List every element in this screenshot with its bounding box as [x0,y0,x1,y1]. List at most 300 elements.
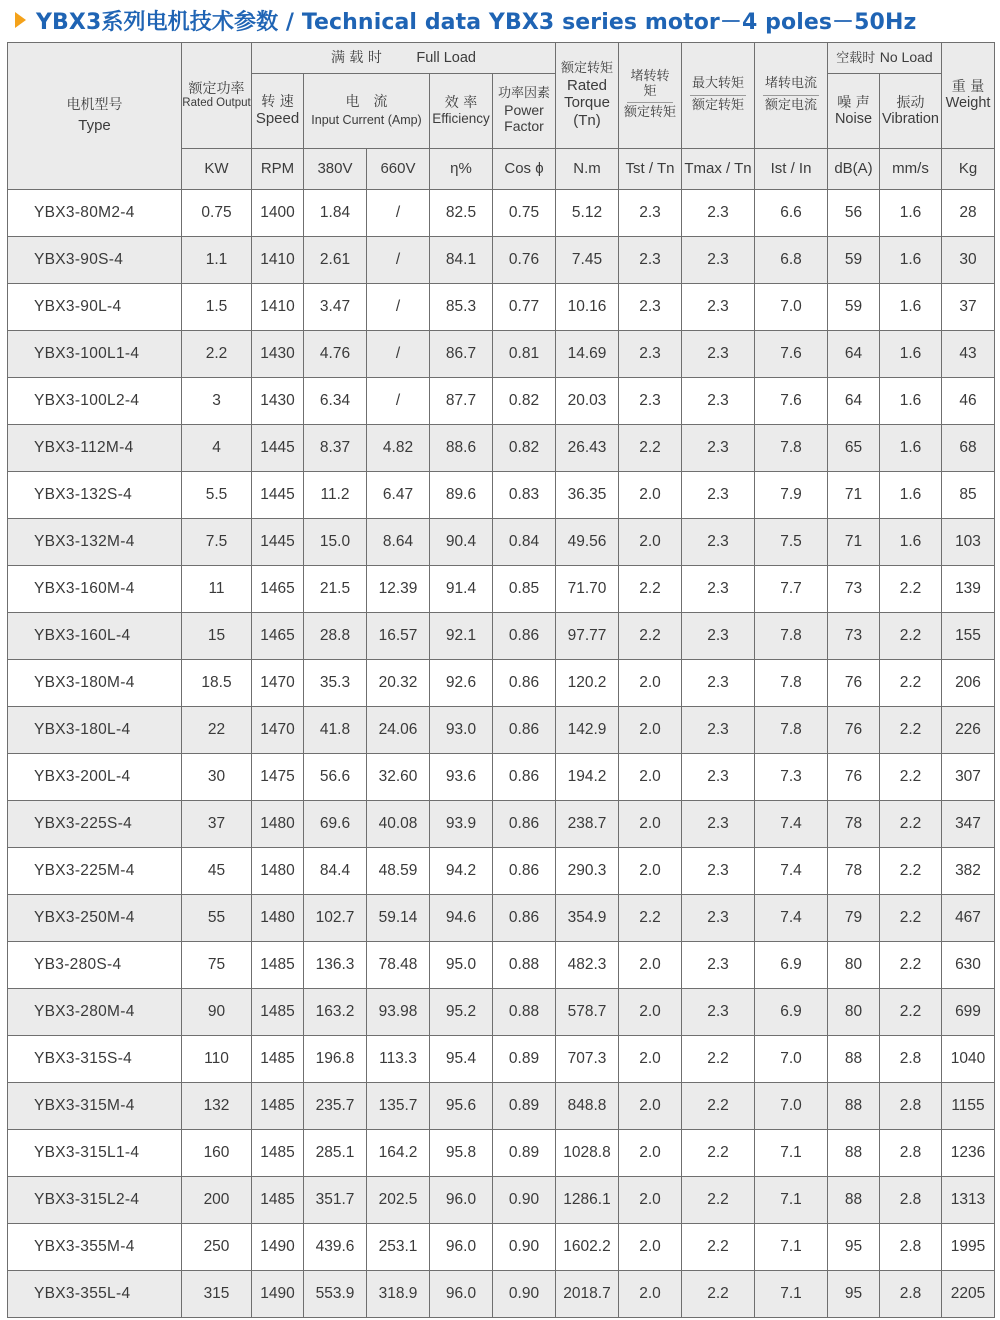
unit-tmax-tn: Tmax / Tn [682,149,755,190]
cell-rated-torque: 20.03 [556,378,619,425]
cell-rated-output: 15 [182,613,252,660]
cell-weight: 1313 [942,1177,995,1224]
cell-rated-output: 90 [182,989,252,1036]
cell-noise: 59 [828,237,880,284]
cell-rated-output: 1.1 [182,237,252,284]
cell-rated-torque: 97.77 [556,613,619,660]
cell-speed: 1480 [252,801,304,848]
cell-current-660v: 8.64 [367,519,430,566]
cell-efficiency: 95.2 [430,989,493,1036]
cell-locked-current-ratio: 7.6 [755,378,828,425]
cell-locked-current-ratio: 6.6 [755,190,828,237]
cell-vibration: 2.8 [880,1130,942,1177]
cell-power-factor: 0.86 [493,895,556,942]
cell-speed: 1485 [252,1036,304,1083]
cell-vibration: 2.8 [880,1271,942,1318]
cell-current-660v: / [367,284,430,331]
cell-weight: 467 [942,895,995,942]
cell-current-380v: 196.8 [304,1036,367,1083]
cell-efficiency: 85.3 [430,284,493,331]
cell-type: YBX3-180M-4 [8,660,182,707]
cell-max-torque-ratio: 2.3 [682,989,755,1036]
cell-vibration: 2.8 [880,1036,942,1083]
cell-efficiency: 93.9 [430,801,493,848]
cell-power-factor: 0.82 [493,425,556,472]
cell-current-380v: 11.2 [304,472,367,519]
table-row [8,378,995,425]
cell-vibration: 2.2 [880,707,942,754]
cell-type: YBX3-315S-4 [8,1036,182,1083]
table-row [8,284,995,331]
cell-current-660v: / [367,190,430,237]
cell-rated-torque: 354.9 [556,895,619,942]
unit-kg: Kg [942,149,995,190]
cell-rated-output: 315 [182,1271,252,1318]
header-rated-output: 额定功率 Rated Output [182,43,252,149]
cell-speed: 1465 [252,613,304,660]
table-row [8,190,995,237]
cell-rated-torque: 707.3 [556,1036,619,1083]
cell-current-380v: 351.7 [304,1177,367,1224]
cell-rated-output: 45 [182,848,252,895]
cell-locked-current-ratio: 7.5 [755,519,828,566]
table-row [8,1177,995,1224]
cell-speed: 1480 [252,848,304,895]
cell-efficiency: 96.0 [430,1177,493,1224]
cell-locked-torque-ratio: 2.3 [619,378,682,425]
cell-power-factor: 0.86 [493,707,556,754]
cell-noise: 71 [828,472,880,519]
cell-locked-torque-ratio: 2.0 [619,848,682,895]
table-header [8,43,995,190]
cell-power-factor: 0.76 [493,237,556,284]
cell-speed: 1410 [252,237,304,284]
cell-locked-torque-ratio: 2.0 [619,472,682,519]
cell-locked-current-ratio: 6.8 [755,237,828,284]
cell-rated-output: 2.2 [182,331,252,378]
cell-rated-output: 160 [182,1130,252,1177]
cell-max-torque-ratio: 2.2 [682,1130,755,1177]
cell-type: YBX3-355L-4 [8,1271,182,1318]
cell-weight: 30 [942,237,995,284]
cell-rated-torque: 142.9 [556,707,619,754]
cell-max-torque-ratio: 2.3 [682,237,755,284]
cell-current-380v: 439.6 [304,1224,367,1271]
unit-tst-tn: Tst / Tn [619,149,682,190]
cell-weight: 28 [942,190,995,237]
table-row [8,848,995,895]
cell-current-380v: 235.7 [304,1083,367,1130]
triangle-bullet-icon [15,12,26,28]
cell-power-factor: 0.81 [493,331,556,378]
cell-locked-current-ratio: 7.6 [755,331,828,378]
cell-max-torque-ratio: 2.3 [682,566,755,613]
cell-locked-torque-ratio: 2.0 [619,801,682,848]
cell-type: YBX3-80M2-4 [8,190,182,237]
cell-max-torque-ratio: 2.2 [682,1177,755,1224]
cell-noise: 80 [828,989,880,1036]
cell-current-380v: 163.2 [304,989,367,1036]
cell-speed: 1445 [252,425,304,472]
cell-current-660v: 59.14 [367,895,430,942]
cell-type: YBX3-315L1-4 [8,1130,182,1177]
cell-speed: 1430 [252,378,304,425]
cell-current-380v: 285.1 [304,1130,367,1177]
cell-power-factor: 0.89 [493,1130,556,1177]
cell-current-660v: 32.60 [367,754,430,801]
cell-locked-current-ratio: 7.3 [755,754,828,801]
header-no-load: 空载时 No Load [828,43,942,74]
unit-660v: 660V [367,149,430,190]
cell-noise: 73 [828,613,880,660]
cell-locked-current-ratio: 7.0 [755,284,828,331]
table-row [8,519,995,566]
page-title: YBX3系列电机技术参数 / Technical data YBX3 series motor－4 poles－50Hz [36,9,917,35]
table-row [8,707,995,754]
cell-power-factor: 0.90 [493,1271,556,1318]
cell-power-factor: 0.86 [493,848,556,895]
header-weight: 重 量 Weight [942,43,995,149]
header-rated-torque: 额定转矩 Rated Torque (Tn) [556,43,619,149]
cell-max-torque-ratio: 2.3 [682,942,755,989]
cell-noise: 59 [828,284,880,331]
table-body [8,190,995,1318]
cell-weight: 103 [942,519,995,566]
table-row [8,472,995,519]
cell-power-factor: 0.88 [493,989,556,1036]
cell-rated-torque: 238.7 [556,801,619,848]
cell-locked-current-ratio: 7.1 [755,1130,828,1177]
cell-vibration: 2.2 [880,754,942,801]
unit-nm: N.m [556,149,619,190]
header-power-factor: 功率因素 Power Factor [493,74,556,149]
cell-type: YBX3-100L1-4 [8,331,182,378]
cell-max-torque-ratio: 2.3 [682,754,755,801]
cell-current-380v: 1.84 [304,190,367,237]
cell-current-380v: 21.5 [304,566,367,613]
cell-max-torque-ratio: 2.2 [682,1036,755,1083]
cell-power-factor: 0.85 [493,566,556,613]
unit-kw: KW [182,149,252,190]
cell-rated-torque: 36.35 [556,472,619,519]
cell-current-660v: 93.98 [367,989,430,1036]
table-row [8,1271,995,1318]
cell-speed: 1475 [252,754,304,801]
cell-type: YBX3-132M-4 [8,519,182,566]
cell-noise: 88 [828,1130,880,1177]
cell-locked-current-ratio: 7.0 [755,1083,828,1130]
cell-locked-current-ratio: 7.8 [755,660,828,707]
cell-rated-torque: 5.12 [556,190,619,237]
cell-locked-current-ratio: 7.4 [755,895,828,942]
cell-efficiency: 86.7 [430,331,493,378]
cell-rated-output: 250 [182,1224,252,1271]
cell-max-torque-ratio: 2.3 [682,848,755,895]
cell-locked-current-ratio: 7.8 [755,425,828,472]
unit-380v: 380V [304,149,367,190]
cell-weight: 1995 [942,1224,995,1271]
cell-max-torque-ratio: 2.3 [682,613,755,660]
cell-efficiency: 94.6 [430,895,493,942]
header-noise: 噪 声 Noise [828,74,880,149]
cell-vibration: 2.2 [880,989,942,1036]
cell-power-factor: 0.86 [493,613,556,660]
cell-vibration: 2.8 [880,1224,942,1271]
cell-noise: 71 [828,519,880,566]
cell-power-factor: 0.90 [493,1224,556,1271]
cell-noise: 88 [828,1177,880,1224]
cell-rated-torque: 14.69 [556,331,619,378]
cell-current-380v: 69.6 [304,801,367,848]
cell-locked-torque-ratio: 2.0 [619,1177,682,1224]
cell-max-torque-ratio: 2.3 [682,660,755,707]
table-row [8,331,995,378]
cell-rated-output: 30 [182,754,252,801]
cell-locked-current-ratio: 7.1 [755,1177,828,1224]
cell-max-torque-ratio: 2.3 [682,331,755,378]
cell-locked-torque-ratio: 2.0 [619,1224,682,1271]
cell-current-660v: 253.1 [367,1224,430,1271]
cell-weight: 155 [942,613,995,660]
cell-speed: 1480 [252,895,304,942]
cell-rated-output: 11 [182,566,252,613]
cell-rated-torque: 10.16 [556,284,619,331]
cell-efficiency: 92.6 [430,660,493,707]
cell-noise: 64 [828,378,880,425]
cell-speed: 1485 [252,1130,304,1177]
cell-max-torque-ratio: 2.3 [682,284,755,331]
cell-type: YBX3-315M-4 [8,1083,182,1130]
cell-max-torque-ratio: 2.2 [682,1224,755,1271]
cell-noise: 88 [828,1036,880,1083]
cell-noise: 88 [828,1083,880,1130]
cell-speed: 1465 [252,566,304,613]
cell-weight: 382 [942,848,995,895]
cell-current-660v: 318.9 [367,1271,430,1318]
cell-vibration: 2.2 [880,660,942,707]
cell-efficiency: 88.6 [430,425,493,472]
cell-efficiency: 82.5 [430,190,493,237]
cell-weight: 139 [942,566,995,613]
cell-rated-output: 75 [182,942,252,989]
cell-locked-current-ratio: 7.1 [755,1271,828,1318]
cell-max-torque-ratio: 2.2 [682,1271,755,1318]
cell-type: YBX3-90S-4 [8,237,182,284]
header-efficiency: 效 率 Efficiency [430,74,493,149]
cell-current-660v: 12.39 [367,566,430,613]
cell-current-660v: 16.57 [367,613,430,660]
cell-power-factor: 0.75 [493,190,556,237]
cell-weight: 85 [942,472,995,519]
header-full-load: 满 载 时 Full Load [252,43,556,74]
cell-efficiency: 96.0 [430,1224,493,1271]
cell-current-380v: 136.3 [304,942,367,989]
cell-vibration: 1.6 [880,331,942,378]
cell-efficiency: 95.6 [430,1083,493,1130]
cell-current-380v: 553.9 [304,1271,367,1318]
cell-max-torque-ratio: 2.3 [682,707,755,754]
cell-weight: 630 [942,942,995,989]
cell-vibration: 1.6 [880,378,942,425]
cell-power-factor: 0.89 [493,1083,556,1130]
table-row [8,1083,995,1130]
cell-max-torque-ratio: 2.3 [682,425,755,472]
cell-current-380v: 6.34 [304,378,367,425]
cell-power-factor: 0.86 [493,801,556,848]
cell-locked-current-ratio: 7.9 [755,472,828,519]
cell-noise: 76 [828,660,880,707]
unit-efficiency: η% [430,149,493,190]
cell-noise: 64 [828,331,880,378]
unit-rpm: RPM [252,149,304,190]
header-input-current: 电 流 Input Current (Amp) [304,74,430,149]
cell-type: YBX3-112M-4 [8,425,182,472]
cell-speed: 1490 [252,1271,304,1318]
cell-vibration: 2.8 [880,1083,942,1130]
cell-rated-output: 18.5 [182,660,252,707]
cell-speed: 1445 [252,472,304,519]
header-type: 电机型号 Type [8,43,182,190]
cell-speed: 1485 [252,1083,304,1130]
cell-rated-torque: 1286.1 [556,1177,619,1224]
cell-efficiency: 89.6 [430,472,493,519]
cell-rated-output: 3 [182,378,252,425]
cell-power-factor: 0.77 [493,284,556,331]
cell-speed: 1485 [252,1177,304,1224]
cell-rated-output: 7.5 [182,519,252,566]
cell-locked-torque-ratio: 2.0 [619,707,682,754]
cell-current-660v: 6.47 [367,472,430,519]
cell-rated-torque: 290.3 [556,848,619,895]
cell-speed: 1470 [252,707,304,754]
title-bar [0,0,1000,40]
cell-noise: 76 [828,707,880,754]
cell-locked-torque-ratio: 2.2 [619,613,682,660]
cell-vibration: 1.6 [880,425,942,472]
cell-efficiency: 94.2 [430,848,493,895]
cell-efficiency: 84.1 [430,237,493,284]
table-row [8,1224,995,1271]
table-row [8,895,995,942]
cell-locked-torque-ratio: 2.0 [619,519,682,566]
cell-weight: 307 [942,754,995,801]
cell-weight: 37 [942,284,995,331]
cell-vibration: 2.2 [880,942,942,989]
cell-locked-current-ratio: 7.8 [755,707,828,754]
cell-rated-output: 37 [182,801,252,848]
cell-rated-output: 22 [182,707,252,754]
cell-efficiency: 92.1 [430,613,493,660]
cell-noise: 95 [828,1271,880,1318]
cell-current-660v: 164.2 [367,1130,430,1177]
cell-type: YBX3-180L-4 [8,707,182,754]
cell-speed: 1485 [252,942,304,989]
table-row [8,660,995,707]
technical-data-table [7,42,995,1318]
cell-locked-current-ratio: 6.9 [755,989,828,1036]
cell-current-660v: 113.3 [367,1036,430,1083]
cell-current-660v: 135.7 [367,1083,430,1130]
cell-vibration: 2.8 [880,1177,942,1224]
cell-type: YBX3-100L2-4 [8,378,182,425]
cell-efficiency: 90.4 [430,519,493,566]
cell-max-torque-ratio: 2.3 [682,190,755,237]
cell-power-factor: 0.90 [493,1177,556,1224]
cell-rated-output: 200 [182,1177,252,1224]
cell-noise: 78 [828,848,880,895]
cell-noise: 78 [828,801,880,848]
cell-vibration: 1.6 [880,284,942,331]
cell-current-660v: 48.59 [367,848,430,895]
cell-locked-current-ratio: 7.8 [755,613,828,660]
cell-vibration: 2.2 [880,848,942,895]
cell-current-380v: 102.7 [304,895,367,942]
cell-speed: 1430 [252,331,304,378]
cell-weight: 2205 [942,1271,995,1318]
cell-weight: 699 [942,989,995,1036]
cell-rated-torque: 2018.7 [556,1271,619,1318]
cell-max-torque-ratio: 2.3 [682,519,755,566]
cell-current-660v: 20.32 [367,660,430,707]
cell-efficiency: 95.4 [430,1036,493,1083]
cell-weight: 206 [942,660,995,707]
cell-noise: 95 [828,1224,880,1271]
cell-power-factor: 0.82 [493,378,556,425]
cell-locked-torque-ratio: 2.2 [619,895,682,942]
cell-current-380v: 56.6 [304,754,367,801]
cell-rated-output: 110 [182,1036,252,1083]
cell-vibration: 2.2 [880,895,942,942]
cell-type: YBX3-225M-4 [8,848,182,895]
cell-locked-torque-ratio: 2.3 [619,284,682,331]
cell-noise: 79 [828,895,880,942]
cell-efficiency: 87.7 [430,378,493,425]
cell-vibration: 2.2 [880,613,942,660]
cell-type: YBX3-160M-4 [8,566,182,613]
cell-rated-torque: 71.70 [556,566,619,613]
header-locked-rotor-current: 堵转电流 额定电流 [755,43,828,149]
cell-weight: 46 [942,378,995,425]
table-row [8,754,995,801]
cell-locked-current-ratio: 6.9 [755,942,828,989]
header-locked-rotor-torque: 堵转转矩 额定转矩 [619,43,682,149]
cell-efficiency: 95.8 [430,1130,493,1177]
cell-locked-current-ratio: 7.7 [755,566,828,613]
cell-locked-torque-ratio: 2.2 [619,566,682,613]
cell-type: YBX3-355M-4 [8,1224,182,1271]
cell-rated-output: 132 [182,1083,252,1130]
cell-power-factor: 0.86 [493,754,556,801]
cell-power-factor: 0.89 [493,1036,556,1083]
unit-mms: mm/s [880,149,942,190]
cell-rated-torque: 26.43 [556,425,619,472]
cell-noise: 73 [828,566,880,613]
table-row [8,942,995,989]
cell-current-380v: 28.8 [304,613,367,660]
cell-max-torque-ratio: 2.2 [682,1083,755,1130]
cell-locked-torque-ratio: 2.0 [619,1036,682,1083]
cell-current-660v: 24.06 [367,707,430,754]
cell-current-380v: 15.0 [304,519,367,566]
cell-current-380v: 8.37 [304,425,367,472]
unit-cos-phi: Cos ϕ [493,149,556,190]
cell-rated-output: 55 [182,895,252,942]
cell-current-380v: 84.4 [304,848,367,895]
cell-rated-torque: 1028.8 [556,1130,619,1177]
cell-rated-torque: 1602.2 [556,1224,619,1271]
cell-max-torque-ratio: 2.3 [682,378,755,425]
cell-locked-torque-ratio: 2.0 [619,942,682,989]
